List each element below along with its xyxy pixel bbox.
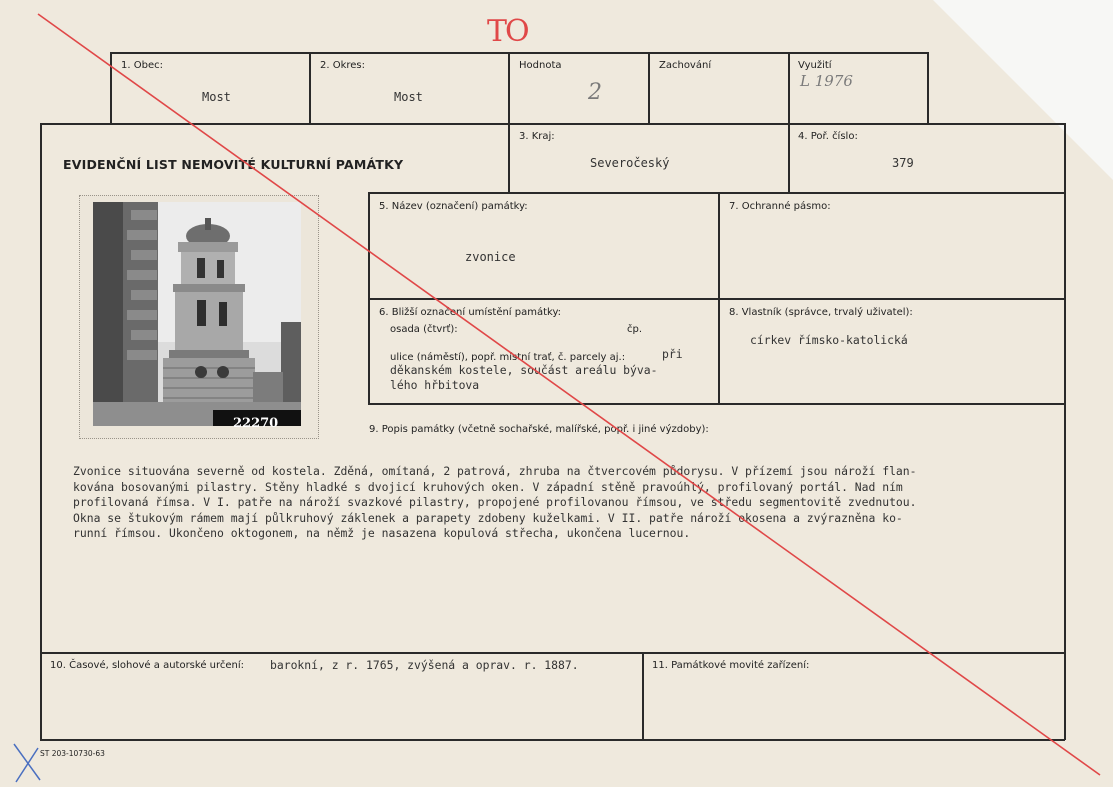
form-title: EVIDENČNÍ LIST NEMOVITÉ KULTURNÍ PAMÁTKY xyxy=(63,157,404,172)
photo-number: 22270 xyxy=(233,416,279,431)
por-cislo-value: 379 xyxy=(892,156,914,170)
popis-line: kována bosovanými pilastry. Stěny hladké s dvojicí kruhových oken. V západní stěně pravoúhlý, profilovaný portál. Nad ním xyxy=(73,479,903,494)
vyuziti-value: L 1976 xyxy=(800,72,853,90)
popis-label: 9. Popis památky (včetně sochařské, malířské, popř. i jiné výzdoby): xyxy=(369,424,709,435)
osada-label: osada (čtvrť): xyxy=(390,324,458,335)
obec-value: Most xyxy=(202,90,231,104)
umisteni-value-line-2: děkanském kostele, součást areálu býva- xyxy=(390,363,658,377)
popis-line: Okna se štukovým rámem mají půlkruhový záklenek a parapety zdobeny kuželkami. V II. patře nároží okosena a zvýrazněna ko- xyxy=(73,510,903,525)
popis-line: Zvonice situována severně od kostela. Zděná, omítaná, 2 patrová, zhruba na čtvercovém půdorysu. V přízemí jsou nároží flan- xyxy=(73,464,917,478)
umisteni-label: 6. Bližší označení umístění památky: xyxy=(379,307,562,318)
form-code: ST 203-10730-63 xyxy=(40,749,105,758)
blue-x-mark xyxy=(14,744,40,782)
nazev-label: 5. Název (označení) památky: xyxy=(379,201,528,212)
nazev-value: zvonice xyxy=(465,250,516,264)
umisteni-value-line-3: lého hřbitova xyxy=(390,378,480,392)
cp-label: čp. xyxy=(627,324,643,335)
ochranne-pasmo-label: 7. Ochranné pásmo: xyxy=(729,201,831,212)
por-cislo-label: 4. Poř. číslo: xyxy=(798,131,858,142)
umisteni-value-line-1: při xyxy=(662,347,683,361)
okres-value: Most xyxy=(394,90,423,104)
urceni-label: 10. Časové, slohové a autorské určení: xyxy=(50,660,245,671)
okres-label: 2. Okres: xyxy=(320,60,366,71)
urceni-value: barokní, z r. 1765, zvýšená a oprav. r. 1887. xyxy=(270,658,579,672)
vlastnik-value: církev římsko-katolická xyxy=(750,333,908,347)
hodnota-label: Hodnota xyxy=(519,60,562,71)
popis-line: runní římsou. Ukončeno oktogonem, na němž je nasazena kopulová střecha, ukončena lucernou. xyxy=(73,526,691,540)
zachovani-label: Zachování xyxy=(659,60,712,71)
kraj-value: Severočeský xyxy=(590,156,670,170)
movite-label: 11. Památkové movité zařízení: xyxy=(652,660,810,671)
red-diagonal-line xyxy=(38,14,1100,775)
obec-label: 1. Obec: xyxy=(121,60,163,71)
vyuziti-label: Využití xyxy=(798,60,832,71)
ulice-label: ulice (náměstí), popř. místní trať, č. parcely aj.: xyxy=(390,352,626,363)
hodnota-value: 2 xyxy=(588,80,602,105)
kraj-label: 3. Kraj: xyxy=(519,131,555,142)
vlastnik-label: 8. Vlastník (správce, trvalý uživatel): xyxy=(729,307,913,318)
popis-line: profilovaná římsa. V I. patře na nároží svazkové pilastry, propojené profilovanou římsou, ve středu segmentovitě zvednutou. xyxy=(73,495,917,509)
red-to-mark: TO xyxy=(487,14,528,49)
